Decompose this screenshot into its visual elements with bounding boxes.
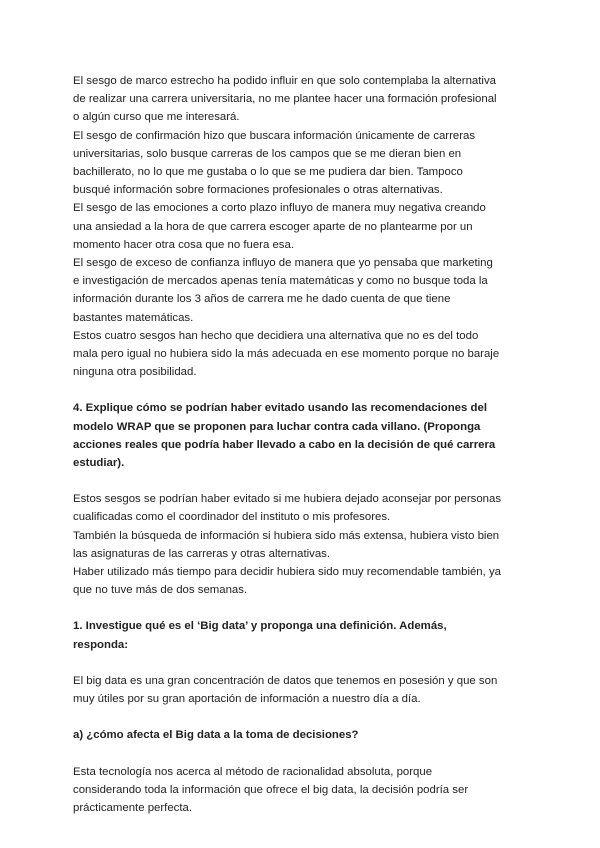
text-line: o algún curso que me interesará. (73, 111, 240, 124)
text-line: considerando toda la información que ofrece el big data, la decisión podría ser (73, 783, 469, 796)
text-line: Haber utilizado más tiempo para decidir hubiera sido muy recomendable también, ya (73, 566, 502, 579)
paragraph-spacer (73, 381, 533, 399)
text-line: El sesgo de confirmación hizo que buscara información únicamente de carreras (73, 129, 476, 142)
heading-line: a) ¿cómo afecta el Big data a la toma de decisiones? (73, 729, 359, 742)
text-line: muy útiles por su gran aportación de información a nuestro día a día. (73, 693, 421, 706)
heading-line: estudiar). (73, 457, 125, 470)
text-line: cualificadas como el coordinador del instituto o mis profesores. (73, 511, 391, 524)
text-line: El sesgo de exceso de confianza influyo de manera que yo pensaba que marketing (73, 257, 493, 270)
paragraph-avoidance (73, 490, 533, 599)
text-line: que no tuve más de dos semanas. (73, 584, 248, 597)
text-line: las asignaturas de las carreras y otras alternativas. (73, 547, 331, 560)
heading-line: acciones reales que podría haber llevado a cabo en la decisión de qué carrera (73, 438, 496, 451)
paragraph-spacer (73, 745, 533, 763)
question-1-heading (73, 617, 533, 653)
paragraph-spacer (73, 599, 533, 617)
heading-line: responda: (73, 638, 129, 651)
text-line: Estos sesgos se podrían haber evitado si me hubiera dejado aconsejar por personas (73, 493, 502, 506)
text-line: El sesgo de marco estrecho ha podido influir en que solo contemplaba la alternativa (73, 75, 496, 87)
heading-line: 4. Explique cómo se podrían haber evitado usando las recomendaciones del (73, 402, 487, 415)
heading-line: 1. Investigue qué es el ‘Big data’ y proponga una definición. Además, (73, 620, 447, 633)
text-line: busqué información sobre formaciones profesionales o otras alternativas. (73, 184, 443, 197)
question-4-heading (73, 399, 533, 472)
document-body (73, 72, 533, 817)
text-line: ninguna otra posibilidad. (73, 366, 197, 379)
text-line: universitarias, solo busque carreras de los campos que se me dieran bien en (73, 147, 462, 160)
paragraph-decision-impact (73, 763, 533, 818)
text-line: información durante los 3 años de carrera me he dado cuenta de que tiene (73, 293, 451, 306)
text-line: momento hacer otra cosa que no fuera esa. (73, 238, 294, 251)
paragraph-spacer (73, 708, 533, 726)
question-a-heading (73, 726, 533, 744)
text-line: bastantes matemáticas. (73, 311, 194, 324)
text-line: Estos cuatro sesgos han hecho que decidiera una alternativa que no es del todo (73, 329, 479, 342)
paragraph-spacer (73, 654, 533, 672)
heading-line: modelo WRAP que se proponen para luchar contra cada villano. (Proponga (73, 420, 481, 433)
text-line: También la búsqueda de información si hubiera sido más extensa, hubiera visto bien (73, 529, 500, 542)
text-line: prácticamente perfecta. (73, 801, 193, 814)
text-line: de realizar una carrera universitaria, no me plantee hacer una formación profesional (73, 93, 497, 106)
text-line: mala pero igual no hubiera sido la más adecuada en ese momento porque no baraje (73, 348, 500, 361)
paragraph-biases (73, 72, 533, 381)
text-line: El sesgo de las emociones a corto plazo influyo de manera muy negativa creando (73, 202, 486, 215)
text-line: El big data es una gran concentración de datos que tenemos en posesión y que son (73, 674, 498, 687)
paragraph-big-data-definition (73, 672, 533, 708)
text-line: e investigación de mercados apenas tenía matemáticas y como no busque toda la (73, 275, 488, 288)
text-line: bachillerato, no lo que me gustaba o lo que se me pudiera dar bien. Tampoco (73, 166, 463, 179)
paragraph-spacer (73, 472, 533, 490)
text-line: Esta tecnología nos acerca al método de racionalidad absoluta, porque (73, 765, 433, 778)
text-line: una ansiedad a la hora de que carrera escoger aparte de no plantearme por un (73, 220, 473, 233)
